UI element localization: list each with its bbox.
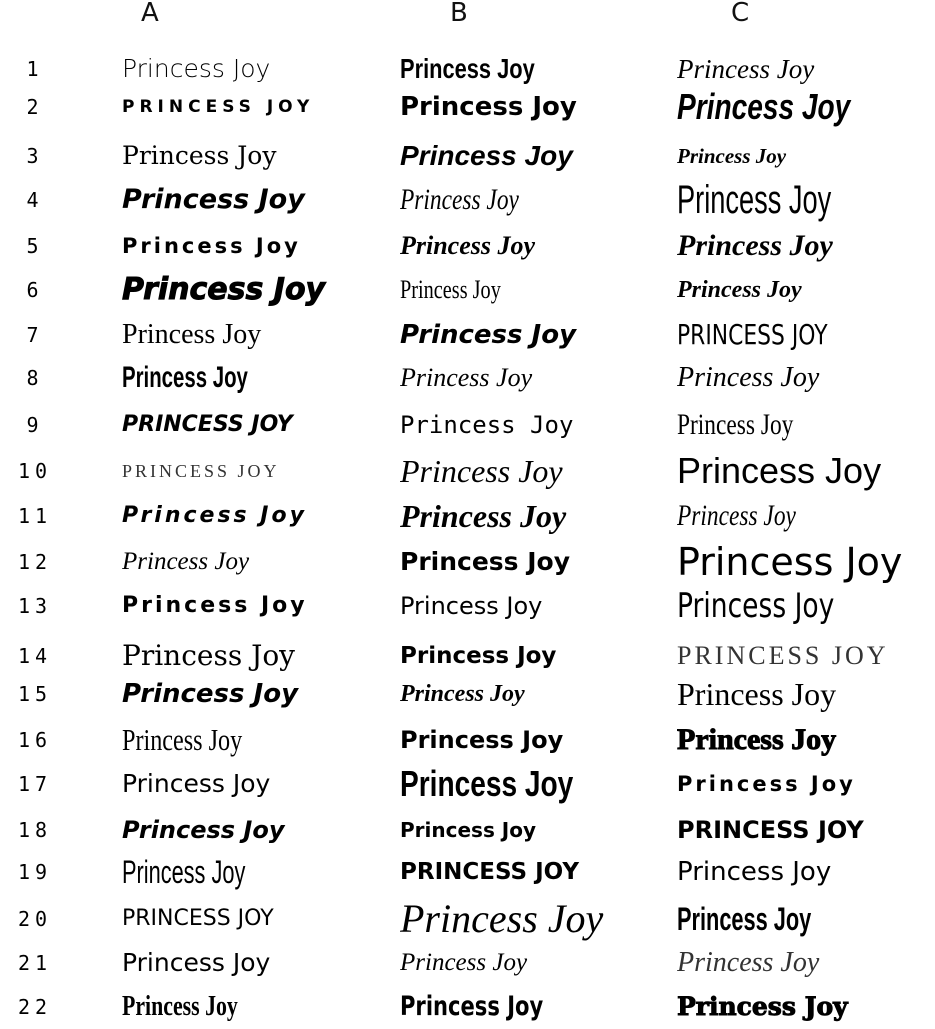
row-number: 11: [17, 504, 53, 528]
row-number: 21: [17, 951, 53, 975]
sample-b: Princess Joy: [400, 818, 537, 842]
sample-a: Princess Joy: [122, 548, 250, 575]
sample-b: Princess Joy: [400, 92, 577, 122]
sample-c: PRINCESS JOY: [677, 641, 889, 670]
column-header-c: C: [731, 0, 750, 28]
row-number: 10: [17, 459, 53, 483]
sample-a: PRINCESS JOY: [122, 906, 274, 931]
sample-b: Princess Joy: [400, 763, 574, 804]
row-number: 17: [17, 772, 53, 796]
font-row: [0, 897, 935, 941]
sample-c: Princess Joy: [677, 901, 812, 937]
row-number: 4: [26, 188, 44, 212]
row-number: 19: [17, 860, 53, 884]
sample-c: Princess Joy: [677, 540, 903, 584]
sample-a: Princess Joy: [122, 184, 305, 215]
sample-c: Princess Joy: [677, 277, 802, 303]
font-row: [0, 356, 935, 400]
font-row: [0, 134, 935, 178]
sample-a: Princess Joy: [122, 272, 326, 307]
row-number: 6: [26, 278, 44, 302]
column-header-a: A: [141, 0, 159, 28]
sample-b: Princess Joy: [400, 547, 571, 576]
sample-c: Princess Joy: [677, 408, 794, 441]
sample-a: Princess Joy: [122, 991, 238, 1022]
sample-a: Princess Joy: [122, 319, 262, 350]
font-row: [0, 403, 935, 447]
row-number: 13: [17, 594, 53, 618]
sample-b: Princess Joy: [400, 140, 573, 171]
sample-a: Princess Joy: [122, 639, 296, 672]
sample-a: PRINCESS JOY: [122, 461, 280, 481]
sample-b: Princess Joy: [400, 897, 604, 941]
sample-b: PRINCESS JOY: [400, 859, 580, 885]
font-row: [0, 808, 935, 852]
row-number: 22: [17, 995, 53, 1019]
sample-b: Princess Joy: [400, 592, 543, 620]
font-row: [0, 762, 935, 806]
row-number: 15: [17, 682, 53, 706]
font-row: [0, 313, 935, 357]
sample-b: Princess Joy: [400, 498, 567, 534]
row-number: 16: [17, 728, 53, 752]
sample-b: Princess Joy: [400, 949, 528, 976]
sample-a: Princess Joy: [122, 722, 243, 757]
sample-c: Princess Joy: [677, 229, 833, 262]
sample-a: Princess Joy: [122, 593, 308, 618]
font-row: [0, 494, 935, 538]
sample-b: Princess Joy: [400, 681, 525, 707]
sample-c: Princess Joy: [677, 54, 815, 84]
font-row: [0, 941, 935, 985]
row-number: 9: [26, 413, 44, 437]
font-row: [0, 985, 935, 1029]
sample-b: Princess Joy: [400, 991, 544, 1022]
sample-a: Princess Joy: [122, 816, 285, 844]
sample-b: Princess Joy: [400, 643, 557, 669]
sample-a: Princess Joy: [122, 54, 271, 83]
font-row: [0, 85, 935, 129]
sample-b: Princess Joy: [400, 726, 564, 754]
sample-c: Princess Joy: [677, 499, 796, 532]
column-header-b: B: [450, 0, 468, 28]
row-number: 7: [26, 323, 44, 347]
font-row: [0, 718, 935, 762]
sample-a: PRINCESS JOY: [122, 412, 293, 437]
sample-a: Princess Joy: [122, 234, 301, 258]
sample-c: Princess Joy: [677, 857, 832, 887]
sample-b: Princess Joy: [400, 183, 519, 216]
sample-a: Princess Joy: [122, 769, 271, 798]
row-number: 1: [26, 57, 44, 81]
sample-c: PRINCESS JOY: [677, 318, 828, 351]
row-number: 14: [17, 644, 53, 668]
sample-b: Princess Joy: [400, 320, 577, 350]
sample-c: Princess Joy: [677, 178, 832, 222]
sample-a: Princess Joy: [122, 679, 299, 709]
font-row: [0, 540, 935, 584]
sample-c: Princess Joy: [677, 450, 882, 491]
sample-c: Princess Joy: [677, 676, 837, 712]
sample-c: Princess Joy: [677, 86, 851, 127]
sample-c: Princess Joy: [677, 144, 787, 168]
sample-b: Princess Joy: [400, 275, 501, 304]
font-row: [0, 672, 935, 716]
sample-c: Princess Joy: [677, 947, 820, 978]
sample-c: Princess Joy: [677, 772, 856, 796]
sample-a: Princess Joy: [122, 361, 248, 394]
row-number: 8: [26, 366, 44, 390]
font-row: [0, 178, 935, 222]
sample-a: Princess Joy: [122, 503, 307, 528]
row-number: 2: [26, 95, 44, 119]
font-row: [0, 268, 935, 312]
row-number: 18: [17, 818, 53, 842]
sample-b: Princess Joy: [400, 231, 536, 260]
row-number: 20: [17, 907, 53, 931]
row-number: 12: [17, 550, 53, 574]
sample-b: Princess Joy: [400, 363, 533, 392]
row-number: 3: [26, 144, 44, 168]
sample-a: Princess Joy: [122, 854, 246, 890]
sample-a: PRINCESS JOY: [122, 97, 315, 117]
sample-c: Princess Joy: [677, 723, 837, 756]
sample-c: PRINCESS JOY: [677, 816, 864, 844]
font-row: [0, 584, 935, 628]
sample-c: Princess Joy: [677, 362, 820, 393]
sample-c: Princess Joy: [677, 992, 848, 1021]
font-row: [0, 224, 935, 268]
font-row: [0, 850, 935, 894]
sample-c: Princess Joy: [677, 586, 835, 626]
sample-b: Princess Joy: [400, 453, 563, 489]
sample-b: Princess Joy: [400, 53, 535, 84]
sample-b: Princess Joy: [400, 411, 574, 439]
row-number: 5: [26, 234, 44, 258]
sample-a: Princess Joy: [122, 948, 271, 977]
sample-a: Princess Joy: [122, 141, 277, 170]
font-row: [0, 449, 935, 493]
